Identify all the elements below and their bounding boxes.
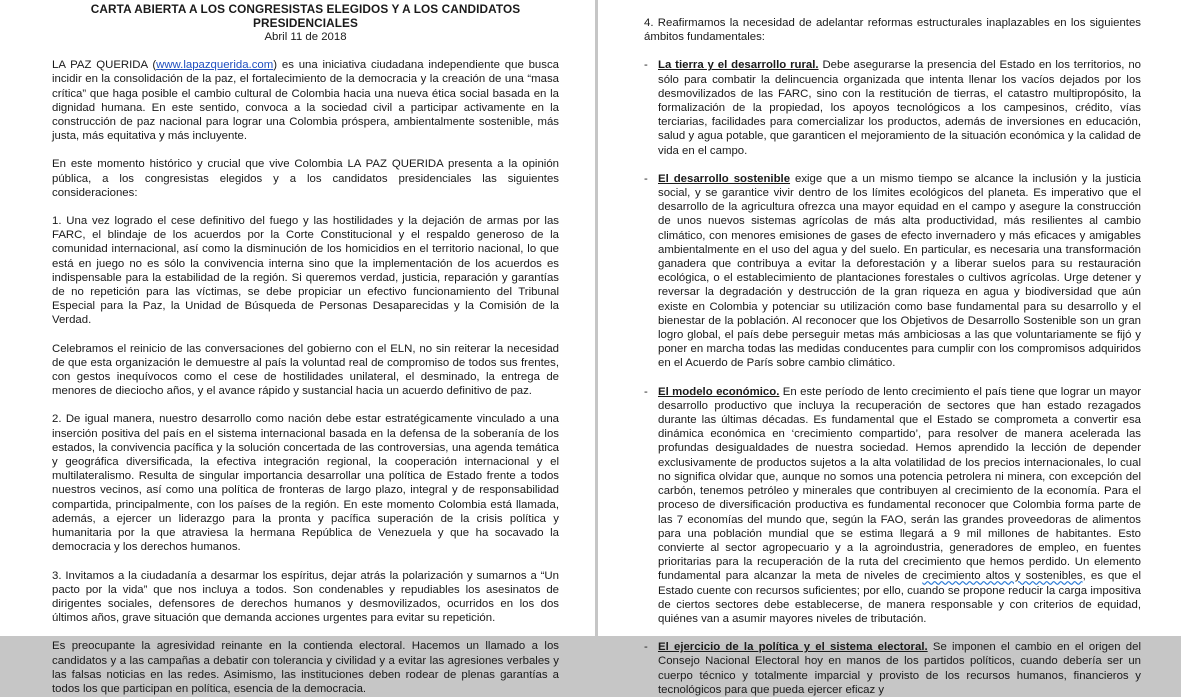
item-text: exige que a un mismo tiempo se alcance la inclusión y la justicia social, y se garantice vivir dentro de los límites ecológicos del planeta. Es imperativo que el desarrollo de la agricultura ofrezca una mayor equidad en el campo y asegure la construcción de unos nuevos sistemas agrícolas de más alta productividad, más resilientes al cambio climático, con menores emisiones de gases de efecto invernadero y más eficaces y amigables ambientalmente en el uso del agua y del suelo. En particular, es necesaria una transformación ganadera que contribuya a evitar la deforestación y a liberar suelos para su restauración ecológica, o el establecimiento de plantaciones forestales o cultivos agrícolas. Urge detener y reversar la degradación y destrucción de la gran riqueza en agua y biodiversidad que aún existe en Colombia y potenciar su utilización como base fundamental para su desarrollo y el bienestar de la población. Al reconocer que los Objetivos de Desarrollo Sostenible son un gran logro global, el país debe perseguir metas más ambiciosas a las que voluntariamente se fijó y poner en marcha todas las medidas conducentes para cumplir con los compromisos adquiridos en el Acuerdo de París sobre cambio climático.: [658, 172, 1141, 370]
website-link[interactable]: www.lapazquerida.com: [156, 59, 274, 72]
spellcheck-marked-text: crecimiento altos y sostenibles: [922, 570, 1083, 583]
list-dash: -: [644, 385, 648, 398]
document-page-right: [598, 0, 1181, 696]
list-item-land: [644, 58, 1141, 157]
item-heading: El modelo económico.: [658, 385, 780, 398]
intro-paragraph: [52, 58, 559, 143]
item-text-continued: , es que el Estado cuente con recursos suficientes; por ello, cuando se propone reducir la carga impositiva de ciertos sectores debe establecerse, de manera responsable y con criterios de equidad, quiénes van a asumir mayores niveles de tributación.: [658, 570, 1141, 625]
reform-list: [644, 58, 1141, 697]
item-text: Debe asegurarse la presencia del Estado en los territorios, no sólo para combatir la delincuencia organizada que intenta llenar los vacíos dejados por los desmovilizados de las FARC, sino con la restitución de tierras, el catastro multipropósito, la formalización de la propiedad, los apoyos tecnológicos a los campesinos, crédito, vías terciarias, facilidades para comercializar los productos, además de inversiones en educación, salud y agua potable, que garanticen el mejoramiento de la situación económica y la calidad de vida en el campo.: [658, 59, 1141, 157]
list-item-politics: [644, 640, 1141, 697]
list-dash: -: [644, 172, 648, 185]
paragraph-electoral-contest: Es preocupante la agresividad reinante en la contienda electoral. Hacemos un llamado a los candidatos y a las campañas a debatir con tolerancia y civilidad y a evitar las agresiones verbales y las falsas noticias en las redes. Asimismo, las instituciones deben rodear de plenas garantías a todos los que participan en política, esencia de la democracia.: [52, 640, 559, 695]
paragraph-point-2: 2. De igual manera, nuestro desarrollo como nación debe estar estratégicamente vinculado a una inserción positiva del país en el sistema internacional basada en la defensa de la soberanía de los estados, la convivencia pacífica y la solución concertada de las controversias, una agenda temática y geográfica diversificada, la efectiva integración regional, la cooperación internacional y el multilateralismo. Resulta de singular importancia desarrollar una política de Estado frente a todos nuestros vecinos, así como una política de fronteras de largo plazo, integral y de responsabilidad compartida, principalmente, con los países de la región. En este momento Colombia está llamada, además, a ejercer un liderazgo para la pronta y pacífica superación de la crisis política y humanitaria por la que atraviesa la hermana República de Venezuela y que ha socavado la democracia y los derechos humanos.: [52, 413, 559, 554]
item-heading: El desarrollo sostenible: [658, 172, 791, 185]
intro-rest: ) es una iniciativa ciudadana independiente que busca incidir en la consolidación de la paz, el fortalecimiento de la democracia y la creación de una “masa crítica” que haga posible el cambio cultural de Colombia hacia una nueva ética social basada en la dignidad humana. En este sentido, convoca a la sociedad civil a participar activamente en la construcción de paz nacional para lograr una Colombia próspera, ambientalmente sostenible, más justa, más equitativa y más incluyente.: [52, 59, 559, 143]
item-text: En este período de lento crecimiento el país tiene que lograr un mayor desarrollo productivo que incluya la recuperación de sectores que han estado rezagados durante las últimas décadas. Es fundamental que el Estado se comprometa a convertir esa dinámica económica en ‘crecimiento compartido’, para resolver de manera acelerada las profundas desigualdades de nuestra sociedad. Hemos aprendido la lección de depender exclusivamente de productos sujetos a la alta volatilidad de los precios internacionales, lo cual no significa olvidar que, aunque no somos una potencia petrolera ni minera, con excepción del carbón, tenemos petróleo y minerales que contribuyen al crecimiento de la economía. Para el proceso de diversificación productiva es fundamental reconocer que Colombia forma parte de las 7 economías del mundo que, según la FAO, serán las grandes proveedoras de alimentos para una población mundial que se estima llegará a 9 mil millones de habitantes. Esto convierte al sector agropecuario y a la agroindustria, generadores de empleo, en fuentes prioritarias para la recuperación de la ruta del crecimiento que hemos perdido. Un elemento fundamental para alcanzar la meta de niveles de: [658, 385, 1141, 583]
paragraph-eln: Celebramos el reinicio de las conversaciones del gobierno con el ELN, no sin reiterar la necesidad de que esta organización le demuestre al país la voluntad real de compromiso de todos sus frentes, con gestos inequívocos como el cese de hostilidades unilateral, el desminado, la entrega de menores de dieciocho años, y el avance rápido y sustancial hacia un acuerdo definitivo de paz.: [52, 342, 559, 398]
paragraph-point-3: 3. Invitamos a la ciudadanía a desarmar los espíritus, dejar atrás la polarización y sumarnos a “Un pacto por la vida” que nos incluya a todos. Son condenables y repudiables los asesinatos de dirigentes sociales, defensores de derechos humanos y desmovilizados, ocurridos en los dos últimos años, grave situación que demanda acciones urgentes para evitar su repetición.: [52, 569, 559, 625]
letter-title: CARTA ABIERTA A LOS CONGRESISTAS ELEGIDOS Y A LOS CANDIDATOS PRESIDENCIALES: [90, 2, 521, 30]
intro-org: LA PAZ QUERIDA (: [52, 59, 157, 72]
list-dash: -: [644, 641, 648, 654]
paragraph-considerations: En este momento histórico y crucial que vive Colombia LA PAZ QUERIDA presenta a la opinión pública, a los congresistas elegidos y a los candidatos presidenciales las siguientes consideraciones:: [52, 158, 559, 199]
list-item-sustainable: [644, 172, 1141, 371]
item-text: Se imponen el cambio en el origen del Consejo Nacional Electoral hoy en manos de los partidos políticos, cuando debería ser un cuerpo técnico y totalmente imparcial y provisto de los recursos humanos, financieros y tecnológicos para que pueda ejercer eficaz y: [658, 641, 1141, 696]
item-heading: La tierra y el desarrollo rural.: [658, 59, 819, 72]
list-item-economic: [644, 385, 1141, 626]
list-dash: -: [644, 59, 648, 72]
item-heading: El ejercicio de la política y el sistema electoral.: [658, 641, 928, 654]
paragraph-point-4: 4. Reafirmamos la necesidad de adelantar reformas estructurales inaplazables en los siguientes ámbitos fundamentales:: [644, 17, 1141, 44]
paragraph-point-1: 1. Una vez logrado el cese definitivo del fuego y las hostilidades y la dejación de armas por las FARC, el blindaje de los acuerdos por la Corte Constitucional y el respaldo generoso de la comunidad internacional, así como la disminución de los homicidios en el territorio nacional, lo que está en juego no es sólo la convivencia interna sino que la implementación de los acuerdos es indispensable para la estabilidad de la región. Si queremos verdad, justicia, reparación y garantías de no repetición para las víctimas, se debe propiciar un efectivo funcionamiento del Tribunal Especial para la Paz, la Unidad de Búsqueda de Personas Desaparecidas y la Comisión de la Verdad.: [52, 215, 559, 327]
letter-date: Abril 11 de 2018: [264, 31, 347, 43]
